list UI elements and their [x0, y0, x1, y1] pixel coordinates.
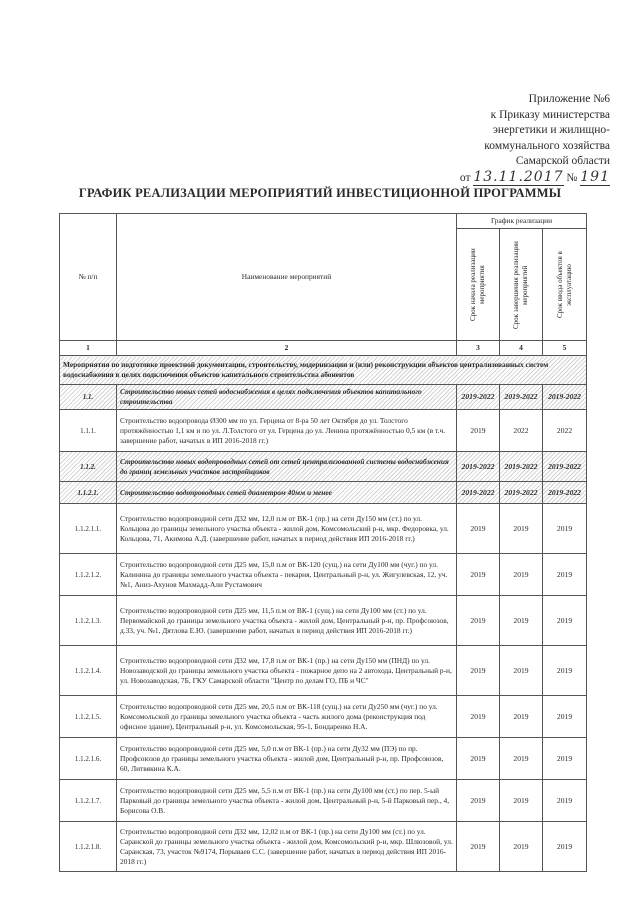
row-num: 1.1.2.1.6. — [60, 738, 117, 780]
row-end: 2019-2022 — [500, 452, 543, 482]
row-start: 2019 — [457, 696, 500, 738]
page-title: ГРАФИК РЕАЛИЗАЦИИ МЕРОПРИЯТИЙ ИНВЕСТИЦИОННОЙ ПРОГРАММЫ — [78, 186, 562, 200]
row-start: 2019-2022 — [457, 482, 500, 504]
number-prefix: № — [566, 171, 578, 184]
row-start: 2019 — [457, 554, 500, 596]
approval-region: Самарской области — [515, 155, 610, 167]
row-start: 2019 — [457, 596, 500, 646]
row-end: 2019 — [500, 696, 543, 738]
row-start: 2019 — [457, 822, 500, 872]
row-start: 2019-2022 — [457, 385, 500, 410]
section-title: Мероприятия по подготовке проектной документации, строительству, модернизации и (или) реконструкции объектов централизованных систем водоснабжения в целях подключения объектов капитального строительства абонентов — [60, 356, 587, 385]
row-name: Строительство водопроводной сети Д25 мм, 5,0 п.м от ВК-1 (пр.) на сети Ду32 мм (ПЭ) по пр. Профсоюзов до границы земельного участка объекта - жилой дом, Центральный р-н, пр. Профсоюзов, 60, Литвякина К.А. — [117, 738, 457, 780]
row-start: 2019 — [457, 646, 500, 696]
row-commission: 2019 — [543, 596, 587, 646]
table-row — [60, 780, 587, 822]
handwritten-date: 13.11.2017 — [473, 168, 564, 185]
row-name: Строительство водопроводной сети Д32 мм, 12,0 п.м от ВК-1 (пр.) на сети Ду150 мм (ст.) по ул. Кольцова до границы земельного участка объекта - жилой дом, Комсомольский р-н, мкр. Федоровка, ул. Кольцова, 71, Акимова А.Д. (завершение работ, начатых в период действия ИП 2016-2018 гг.) — [117, 504, 457, 554]
row-num: 1.1.2.1. — [60, 482, 117, 504]
header-start-cell — [457, 229, 500, 341]
row-name: Строительство водопроводной сети Д32 мм, 17,8 п.м от ВК-1 (пр.) на сети Ду150 мм (ПНД) по ул. Новозаводской до границы земельного участка объекта - пожарное депо на 2 автохода, Центральный р-н, ул. Новозаводская, 7Б, ГКУ Самарской области "Центр по делам ГО, ПБ и ЧС" — [117, 646, 457, 696]
row-end: 2019-2022 — [500, 482, 543, 504]
row-commission: 2019 — [543, 696, 587, 738]
table-row — [60, 596, 587, 646]
row-start: 2019 — [457, 504, 500, 554]
row-num: 1.1.2.1.3. — [60, 596, 117, 646]
row-end: 2019 — [500, 596, 543, 646]
row-commission: 2019 — [543, 822, 587, 872]
index-1: 1 — [60, 341, 117, 356]
handwritten-number: 191 — [580, 168, 610, 185]
index-2: 2 — [117, 341, 457, 356]
row-commission: 2019 — [543, 554, 587, 596]
row-end: 2019 — [500, 822, 543, 872]
row-name: Строительство водопроводных сетей диаметром 40мм и менее — [117, 482, 457, 504]
row-start: 2019 — [457, 738, 500, 780]
header-end-cell — [500, 229, 543, 341]
row-commission: 2022 — [543, 410, 587, 452]
table-row — [60, 646, 587, 696]
row-commission: 2019 — [543, 780, 587, 822]
table-row — [60, 452, 587, 482]
table-row — [60, 482, 587, 504]
table-row — [60, 504, 587, 554]
row-end: 2019 — [500, 780, 543, 822]
row-num: 1.1.2.1.5. — [60, 696, 117, 738]
row-num: 1.1.2.1.8. — [60, 822, 117, 872]
row-name: Строительство водопровода Ø300 мм по ул. Герцена от 8-ра 50 лет Октября до ул. Толстого протяжённостью 1,1 км и по ул. Л.Толстого от ул. Герцена до ул. Ленина протяжённостью 0,5 км (в т.ч. завершение работ, начатых в ИП 2016-2018 гг.) — [117, 410, 457, 452]
row-end: 2019 — [500, 554, 543, 596]
approval-appendix: Приложение №6 — [528, 93, 610, 105]
row-end: 2019 — [500, 646, 543, 696]
row-name: Строительство новых водопроводных сетей от сетей централизованной системы водоснабжения до границ земельных участков застройщиков — [117, 452, 457, 482]
header-schedule-group: График реализации — [457, 214, 587, 229]
row-name: Строительство водопроводной сети Д25 мм, 11,5 п.м от ВК-1 (сущ.) на сети Ду100 мм (ст.) по ул. Первомайской до границы земельного участка объекта - жилой дом, Центральный р-н, пр. Профсоюзов, д.33, уч. №1, Дятлова Е.Ю. (завершение работ, начатых в период действия ИП 2016-2018 гг.) — [117, 596, 457, 646]
index-3: 3 — [457, 341, 500, 356]
row-num: 1.1. — [60, 385, 117, 410]
row-commission: 2019 — [543, 646, 587, 696]
row-end: 2019-2022 — [500, 385, 543, 410]
header-end: Срок завершения реализации мероприятий — [512, 240, 529, 329]
row-commission: 2019-2022 — [543, 452, 587, 482]
row-name: Строительство водопроводной сети Д25 мм, 15,0 п.м от ВК-120 (сущ.) на сети Ду100 мм (чуг.) по ул. Калинина до границы земельного участка объекта - пекарня, Центральный р-н, ул. Жигулевская, 12, уч.№1, Аниз-Ахунов Махмадд-Али Рустамович — [117, 554, 457, 596]
row-name: Строительство водопроводной сети Д32 мм, 12,02 п.м от ВК-1 (пр.) на сети Ду100 мм (ст.) по ул. Саранской до границы земельного участка объекта - жилой дом, Комсомольский р-н, мкр. Шлюзовой, ул. Саранская, 73, участок №9174, Порываев С.С. (завершение работ, начатых в период действия ИП 2016-2018 гг.) — [117, 822, 457, 872]
row-commission: 2019-2022 — [543, 385, 587, 410]
row-start: 2019 — [457, 780, 500, 822]
table-row — [60, 696, 587, 738]
schedule-table — [59, 213, 587, 872]
header-name: Наименование мероприятий — [117, 214, 457, 341]
index-5: 5 — [543, 341, 587, 356]
header-commission-cell — [543, 229, 587, 341]
index-4: 4 — [500, 341, 543, 356]
approval-ministry-2: коммунального хозяйства — [484, 139, 610, 152]
row-commission: 2019 — [543, 738, 587, 780]
table-row — [60, 822, 587, 872]
approval-order: к Приказу министерства — [490, 108, 610, 121]
row-num: 1.1.2. — [60, 452, 117, 482]
row-num: 1.1.2.1.4. — [60, 646, 117, 696]
row-commission: 2019-2022 — [543, 482, 587, 504]
approval-date-line — [410, 170, 610, 187]
header-num: № п/п — [60, 214, 117, 341]
row-start: 2019-2022 — [457, 452, 500, 482]
row-num: 1.1.1. — [60, 410, 117, 452]
row-name: Строительство новых сетей водоснабжения в целях подключения объектов капитального строительства — [117, 385, 457, 410]
table-row — [60, 410, 587, 452]
header-start: Срок начала реализации мероприятия — [469, 248, 486, 321]
row-end: 2019 — [500, 504, 543, 554]
approval-ministry-1: энергетики и жилищно- — [492, 124, 610, 136]
row-num: 1.1.2.1.1. — [60, 504, 117, 554]
row-num: 1.1.2.1.7. — [60, 780, 117, 822]
date-prefix: от — [459, 171, 471, 184]
row-num: 1.1.2.1.2. — [60, 554, 117, 596]
row-name: Строительство водопроводной сети Д25 мм, 5,5 п.м от ВК-1 (пр.) на сети Ду100 мм (ст.) по пер. 5-ый Парковый до границы земельного участка объекта - жилой дом, Центральный р-н, 5-й Парковый пер., 4, Борисова О.В. — [117, 780, 457, 822]
row-commission: 2019 — [543, 504, 587, 554]
table-row — [60, 738, 587, 780]
row-end: 2019 — [500, 738, 543, 780]
header-commission: Срок ввода объектов в эксплуатацию — [555, 251, 573, 318]
row-name: Строительство водопроводной сети Д25 мм, 20,5 п.м от ВК-118 (сущ.) на сети Ду250 мм (чуг.) по ул. Комсомольской до границы земельного участка объекта - часть жилого дома (реконструкция под офисное здание), Центральный р-н, ул. Комсомольская, 95-1, Бондаренко Н.А. — [117, 696, 457, 738]
row-end: 2022 — [500, 410, 543, 452]
table-row — [60, 554, 587, 596]
table-row — [60, 385, 587, 410]
row-start: 2019 — [457, 410, 500, 452]
approval-block — [410, 92, 610, 186]
